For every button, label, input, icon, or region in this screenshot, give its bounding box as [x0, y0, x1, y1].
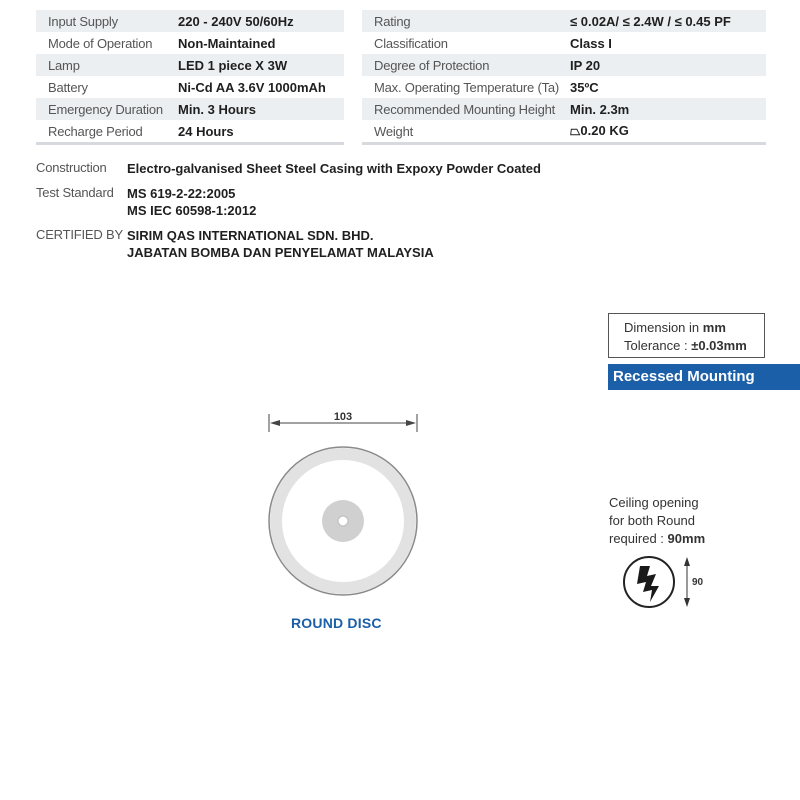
spec-label: Recharge Period [48, 123, 143, 139]
certified-line: JABATAN BOMBA DAN PENYELAMAT MALAYSIA [127, 245, 434, 260]
ceiling-cutout-icon [624, 557, 704, 607]
arrow-up-icon [684, 557, 690, 566]
spec-label: Input Supply [36, 10, 178, 32]
certified-line: SIRIM QAS INTERNATIONAL SDN. BHD. [127, 228, 374, 243]
spec-value: Ni-Cd AA 3.6V 1000mAh [178, 79, 326, 95]
spec-label: Degree of Protection [362, 54, 570, 76]
spec-value: ≤ 0.02A/ ≤ 2.4W / ≤ 0.45 PF [570, 10, 766, 32]
spec-label: Max. Operating Temperature (Ta) [374, 79, 560, 95]
mounting-banner: Recessed Mounting [608, 364, 800, 390]
spec-label: Rating [362, 10, 570, 32]
spec-value: Min. 2.3m [570, 98, 766, 120]
arrow-down-icon [684, 598, 690, 607]
spec-label: Mode of Operation [48, 35, 153, 51]
ceiling-note-line: for both Round [609, 513, 696, 528]
spec-label: Weight [374, 123, 414, 139]
tolerance-value: ±0.03mm [691, 338, 747, 353]
spec-label: Classification [374, 35, 448, 51]
spec-value: Class I [570, 35, 612, 51]
test-standard-line: MS 619-2-22:2005 [127, 186, 236, 201]
spec-value: Min. 3 Hours [178, 98, 344, 120]
certified-label: CERTIFIED BY [36, 227, 123, 242]
ceiling-required-value: 90mm [667, 531, 706, 546]
dimension-unit: mm [702, 320, 726, 335]
construction-text: Electro-galvanised Sheet Steel Casing with Expoxy Powder Coated [127, 161, 541, 176]
spec-value: 35ºC [570, 79, 599, 95]
width-dimension [269, 411, 417, 432]
test-standard-label: Test Standard [36, 185, 114, 200]
ceiling-note-line: Ceiling opening [609, 495, 699, 510]
dimension-prefix: Dimension in [624, 320, 703, 335]
spec-value: IP 20 [570, 54, 766, 76]
spec-label: Lamp [36, 54, 178, 76]
round-disc-drawing [269, 447, 417, 595]
width-label: 103 [333, 411, 353, 423]
spec-value: Non-Maintained [178, 35, 276, 51]
construction-label: Construction [36, 160, 107, 175]
spec-label: Battery [48, 79, 88, 95]
spec-value: LED 1 piece X 3W [178, 54, 344, 76]
ceiling-required-prefix: required : [609, 531, 668, 546]
arrow-left-icon [270, 420, 280, 426]
test-standard-line: MS IEC 60598-1:2012 [127, 203, 257, 218]
tolerance-prefix: Tolerance : [624, 338, 692, 353]
ceiling-required-line [609, 530, 705, 548]
spec-value: 220 - 240V 50/60Hz [178, 10, 344, 32]
spec-label: Emergency Duration [36, 98, 178, 120]
opening-label: 90 [692, 577, 704, 588]
spec-label: Recommended Mounting Height [362, 98, 570, 120]
arrow-right-icon [406, 420, 416, 426]
spec-value: 24 Hours [178, 123, 234, 139]
spec-value: ⏢0.20 KG [570, 123, 629, 138]
ceiling-note [609, 494, 705, 548]
round-disc-label: ROUND DISC [291, 615, 382, 631]
